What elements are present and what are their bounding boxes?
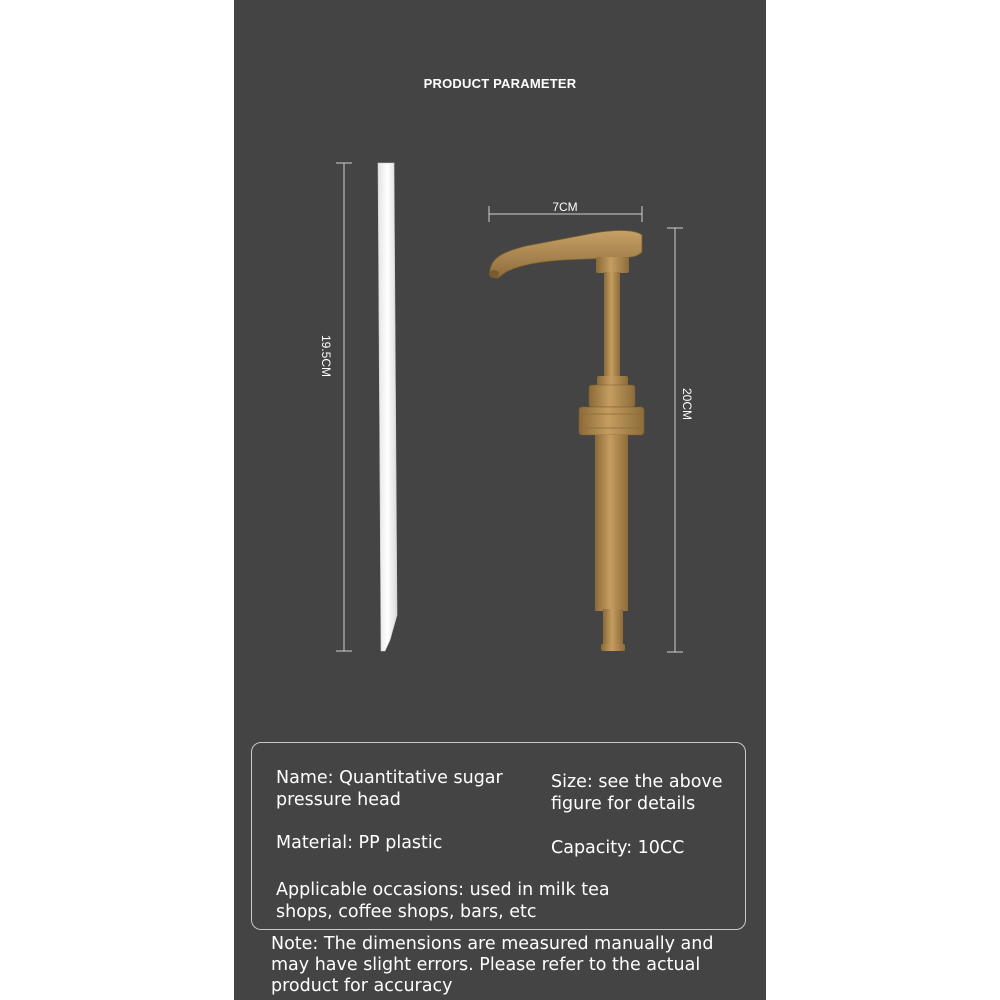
pump-height-dimension-line	[667, 228, 683, 652]
spec-material: Material: PP plastic	[276, 833, 443, 853]
dimension-note: Note: The dimensions are measured manually and may have slight errors. Please refer to the actual product for accuracy	[271, 934, 714, 996]
spec-size: Size: see the above figure for details	[551, 772, 723, 814]
product-parameter-panel	[234, 0, 766, 1000]
pump-height-label: 20CM	[680, 387, 694, 421]
pump-dispenser-image	[489, 231, 644, 651]
spec-info-box	[251, 742, 746, 930]
spec-applicable-occasions: Applicable occasions: used in milk tea shops, coffee shops, bars, etc	[276, 880, 610, 922]
pump-width-label: 7CM	[552, 200, 578, 214]
straw-length-label: 19.5CM	[319, 334, 333, 378]
straw-image	[378, 163, 397, 651]
product-dimension-figure	[234, 0, 766, 740]
panel-title: PRODUCT PARAMETER	[423, 76, 577, 91]
straw-dimension-line	[336, 163, 352, 651]
spec-name: Name: Quantitative sugar pressure head	[276, 768, 503, 810]
spec-capacity: Capacity: 10CC	[551, 838, 685, 858]
